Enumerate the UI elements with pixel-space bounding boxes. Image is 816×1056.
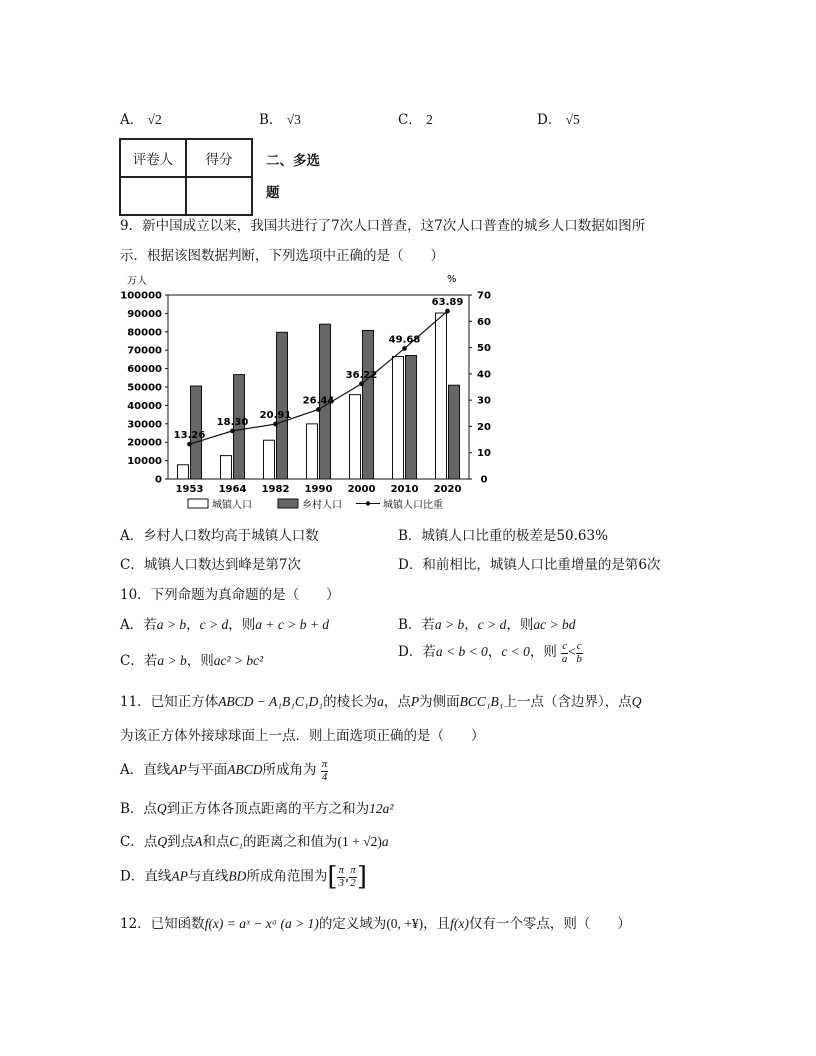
urban-ratio-point-1982 bbox=[273, 422, 278, 427]
text: B．点 bbox=[120, 801, 157, 817]
numerator: c bbox=[562, 639, 568, 652]
x-tick-label: 1982 bbox=[261, 484, 290, 495]
right-tick-label: 0 bbox=[480, 474, 488, 486]
comma: , bbox=[345, 868, 350, 885]
urban-ratio-point-2020 bbox=[445, 309, 450, 314]
bar-rural-2020 bbox=[449, 385, 460, 479]
urban-ratio-point-2000 bbox=[359, 381, 364, 386]
q9-option-c: C．城镇人口数达到峰是第7次 bbox=[120, 557, 301, 573]
x-tick-label: 1990 bbox=[304, 484, 333, 495]
q11-option-c bbox=[120, 830, 389, 850]
denominator: 3 bbox=[338, 877, 344, 889]
bar-rural-2000 bbox=[363, 330, 374, 479]
legend-marker-ratio bbox=[366, 501, 370, 505]
text: 为侧面 bbox=[419, 694, 460, 710]
math: A bbox=[194, 834, 203, 849]
left-tick-label: 80000 bbox=[127, 327, 162, 339]
x-tick-label: 1964 bbox=[218, 484, 247, 495]
right-tick-label: 50 bbox=[477, 343, 491, 355]
text: 所成角为 bbox=[262, 762, 317, 778]
text: 的定义域为 bbox=[318, 916, 387, 932]
q12-stem bbox=[120, 912, 631, 932]
text: B．若 bbox=[398, 617, 435, 633]
math: a bbox=[377, 694, 384, 709]
legend-swatch-rural bbox=[278, 499, 298, 508]
denominator: b bbox=[576, 652, 582, 665]
text: C．若 bbox=[120, 653, 158, 669]
text: D．直线 bbox=[120, 868, 172, 885]
right-tick-label: 70 bbox=[477, 290, 491, 302]
math: Q bbox=[156, 801, 167, 816]
numerator: π bbox=[338, 864, 344, 876]
right-axis-unit: % bbox=[447, 274, 457, 285]
math: (1 + √2) bbox=[337, 834, 382, 849]
math: C₁ bbox=[229, 834, 244, 849]
q10-option-b bbox=[398, 613, 576, 633]
urban-ratio-label: 18.30 bbox=[216, 416, 249, 428]
math: BCC₁B₁ bbox=[459, 694, 504, 709]
left-tick-label: 60000 bbox=[127, 364, 162, 376]
less-than: < bbox=[568, 644, 576, 659]
q11-option-a bbox=[120, 758, 328, 783]
right-tick-label: 40 bbox=[477, 369, 491, 381]
q11-option-d bbox=[120, 864, 367, 890]
plot-frame bbox=[168, 295, 469, 479]
left-tick-label: 20000 bbox=[127, 437, 162, 449]
urban-ratio-label: 63.89 bbox=[431, 297, 464, 309]
text: 的棱长为 bbox=[323, 694, 378, 710]
right-tick-label: 30 bbox=[477, 395, 491, 407]
q8-option-b bbox=[259, 108, 301, 128]
math: a > b bbox=[157, 653, 187, 668]
option-letter: A． bbox=[120, 112, 144, 128]
q9-option-d: D．和前相比，城镇人口比重增量的是第6次 bbox=[398, 557, 661, 573]
grader-header: 评卷人 bbox=[120, 139, 186, 177]
bar-urban-1982 bbox=[264, 440, 275, 479]
left-tick-label: 30000 bbox=[127, 419, 162, 431]
q10-option-a bbox=[120, 613, 329, 633]
text: 到点 bbox=[167, 834, 195, 850]
fraction-pi-over-3 bbox=[337, 865, 345, 889]
left-tick-label: 100000 bbox=[120, 290, 162, 302]
text: C．点 bbox=[120, 834, 158, 850]
text: ，则 bbox=[506, 617, 534, 633]
option-value: √2 bbox=[147, 112, 162, 127]
option-letter: D． bbox=[537, 112, 562, 128]
legend-label-urban: 城镇人口 bbox=[212, 500, 252, 511]
fraction-c-over-b bbox=[576, 641, 583, 665]
text: 上一点（含边界），点 bbox=[503, 694, 632, 710]
urban-ratio-point-1990 bbox=[316, 407, 321, 412]
math: 12a² bbox=[369, 801, 394, 816]
option-letter: C． bbox=[398, 112, 422, 128]
right-tick-label: 10 bbox=[477, 448, 491, 460]
denominator: 4 bbox=[321, 770, 328, 783]
section-title: 二、多选 bbox=[266, 153, 320, 169]
text: 所成角范围为 bbox=[246, 868, 328, 885]
bar-urban-1964 bbox=[221, 456, 232, 479]
fraction-pi-over-2 bbox=[349, 865, 357, 889]
x-tick-label: 2010 bbox=[390, 484, 419, 495]
x-tick-label: 2000 bbox=[347, 484, 376, 495]
legend-label-ratio: 城镇人口比重 bbox=[383, 500, 443, 511]
bar-urban-1990 bbox=[307, 424, 318, 479]
right-tick-label: 20 bbox=[477, 421, 491, 433]
option-value: 2 bbox=[426, 112, 433, 127]
left-tick-label: 50000 bbox=[127, 382, 162, 394]
left-tick-label: 10000 bbox=[127, 456, 162, 468]
q9-stem-line1: 9．新中国成立以来，我国共进行了7次人口普查，这7次人口普查的城乡人口数据如图所 bbox=[120, 218, 646, 234]
q9-stem-line2: 示．根据该图数据判断，下列选项中正确的是（ ） bbox=[120, 248, 444, 264]
q10-option-c bbox=[120, 649, 263, 669]
math: ac² > bc² bbox=[213, 653, 264, 668]
numerator: π bbox=[350, 864, 356, 876]
urban-ratio-label: 20.91 bbox=[259, 410, 292, 422]
left-bracket: [ bbox=[327, 862, 338, 892]
urban-ratio-point-2010 bbox=[402, 346, 407, 351]
bar-rural-1982 bbox=[277, 332, 288, 479]
text: A．若 bbox=[120, 617, 157, 633]
option-value: √5 bbox=[565, 112, 580, 127]
math: ac > bd bbox=[533, 617, 576, 632]
math: a + c > b + d bbox=[255, 617, 330, 632]
urban-ratio-label: 36.22 bbox=[345, 369, 378, 381]
text: 12．已知函数 bbox=[120, 916, 205, 932]
math: c > d bbox=[199, 617, 229, 632]
q10-stem: 10．下列命题为真命题的是（ ） bbox=[120, 587, 340, 603]
x-tick-label: 2020 bbox=[433, 484, 462, 495]
score-table bbox=[119, 138, 253, 216]
q11-option-b bbox=[120, 797, 393, 817]
q10-option-d bbox=[398, 640, 583, 665]
q8-option-d bbox=[537, 108, 580, 128]
bar-urban-2010 bbox=[393, 357, 404, 479]
math: f(x) = aˣ − xᵃ (a > 1) bbox=[204, 916, 319, 931]
text: 11．已知正方体 bbox=[120, 694, 219, 710]
text: A．直线 bbox=[120, 762, 171, 778]
math: AP bbox=[170, 762, 187, 777]
q8-option-a bbox=[120, 108, 162, 128]
urban-ratio-label: 49.68 bbox=[388, 334, 421, 346]
math: a < b < 0 bbox=[435, 644, 488, 659]
math: Q bbox=[157, 834, 168, 849]
math: f(x) bbox=[450, 916, 469, 931]
text: D．若 bbox=[398, 644, 436, 660]
q11-stem-line1 bbox=[120, 690, 641, 710]
left-tick-label: 90000 bbox=[127, 308, 162, 320]
legend-swatch-urban bbox=[188, 499, 208, 508]
text: 到正方体各顶点距离的平方之和为 bbox=[166, 801, 370, 817]
text: ， bbox=[186, 617, 200, 633]
fraction-pi-over-4 bbox=[321, 759, 329, 783]
bar-urban-2020 bbox=[436, 313, 447, 479]
x-tick-label: 1953 bbox=[175, 484, 204, 495]
math: Q bbox=[631, 694, 642, 709]
denominator: a bbox=[561, 652, 568, 665]
score-header: 得分 bbox=[186, 139, 252, 177]
text: 与平面 bbox=[186, 762, 228, 778]
grader-cell bbox=[120, 177, 186, 215]
urban-ratio-label: 13.26 bbox=[173, 430, 206, 442]
left-tick-label: 40000 bbox=[127, 400, 162, 412]
left-tick-label: 70000 bbox=[127, 345, 162, 357]
urban-ratio-label: 26.44 bbox=[302, 395, 335, 407]
q9-option-a: A．乡村人口数均高于城镇人口数 bbox=[120, 528, 319, 544]
urban-ratio-point-1953 bbox=[187, 442, 192, 447]
score-cell bbox=[186, 177, 252, 215]
math: c > d bbox=[477, 617, 507, 632]
text: 和点 bbox=[202, 834, 230, 850]
chart-legend bbox=[188, 498, 443, 511]
text: 仅有一个零点，则（ ） bbox=[468, 916, 631, 932]
text: ，且 bbox=[423, 916, 451, 932]
urban-ratio-point-1964 bbox=[230, 428, 235, 433]
population-chart bbox=[115, 268, 491, 518]
numerator: π bbox=[321, 757, 328, 770]
q11-stem-line2: 为该正方体外接球球面上一点．则上面选项正确的是（ ） bbox=[120, 728, 485, 744]
text: ，则 bbox=[186, 653, 214, 669]
right-bracket: ] bbox=[356, 862, 367, 892]
math: ABCD − A₁B₁C₁D₁ bbox=[218, 694, 324, 709]
math: a > b bbox=[434, 617, 465, 632]
option-value: √3 bbox=[286, 112, 301, 127]
right-tick-label: 60 bbox=[477, 316, 491, 328]
numerator: c bbox=[576, 639, 582, 652]
left-axis-unit: 万人 bbox=[127, 276, 147, 287]
math: ABCD bbox=[227, 762, 263, 777]
math: P bbox=[410, 694, 420, 709]
left-tick-label: 0 bbox=[155, 474, 162, 486]
math: c < 0 bbox=[501, 644, 530, 659]
math: AP bbox=[171, 868, 188, 884]
q9-option-b: B．城镇人口比重的极差是50.63% bbox=[398, 528, 608, 544]
section-title-cont: 题 bbox=[266, 185, 280, 201]
q8-option-c bbox=[398, 108, 433, 128]
bar-rural-2010 bbox=[406, 356, 417, 479]
option-letter: B． bbox=[259, 112, 283, 128]
text: ，则 bbox=[228, 617, 256, 633]
math: a bbox=[381, 834, 389, 849]
bar-urban-1953 bbox=[178, 465, 189, 479]
text: 的距离之和值为 bbox=[243, 834, 338, 850]
text: ， bbox=[464, 617, 478, 633]
text: ， bbox=[487, 644, 502, 660]
text: 与直线 bbox=[187, 868, 229, 885]
math: a > b bbox=[156, 617, 187, 632]
legend-label-rural: 乡村人口 bbox=[302, 500, 342, 511]
denominator: 2 bbox=[350, 877, 356, 889]
text: ，点 bbox=[383, 694, 411, 710]
math: BD bbox=[228, 868, 247, 884]
text: ，则 bbox=[529, 644, 557, 660]
bar-urban-2000 bbox=[350, 395, 361, 479]
math: (0, +¥) bbox=[386, 916, 424, 931]
